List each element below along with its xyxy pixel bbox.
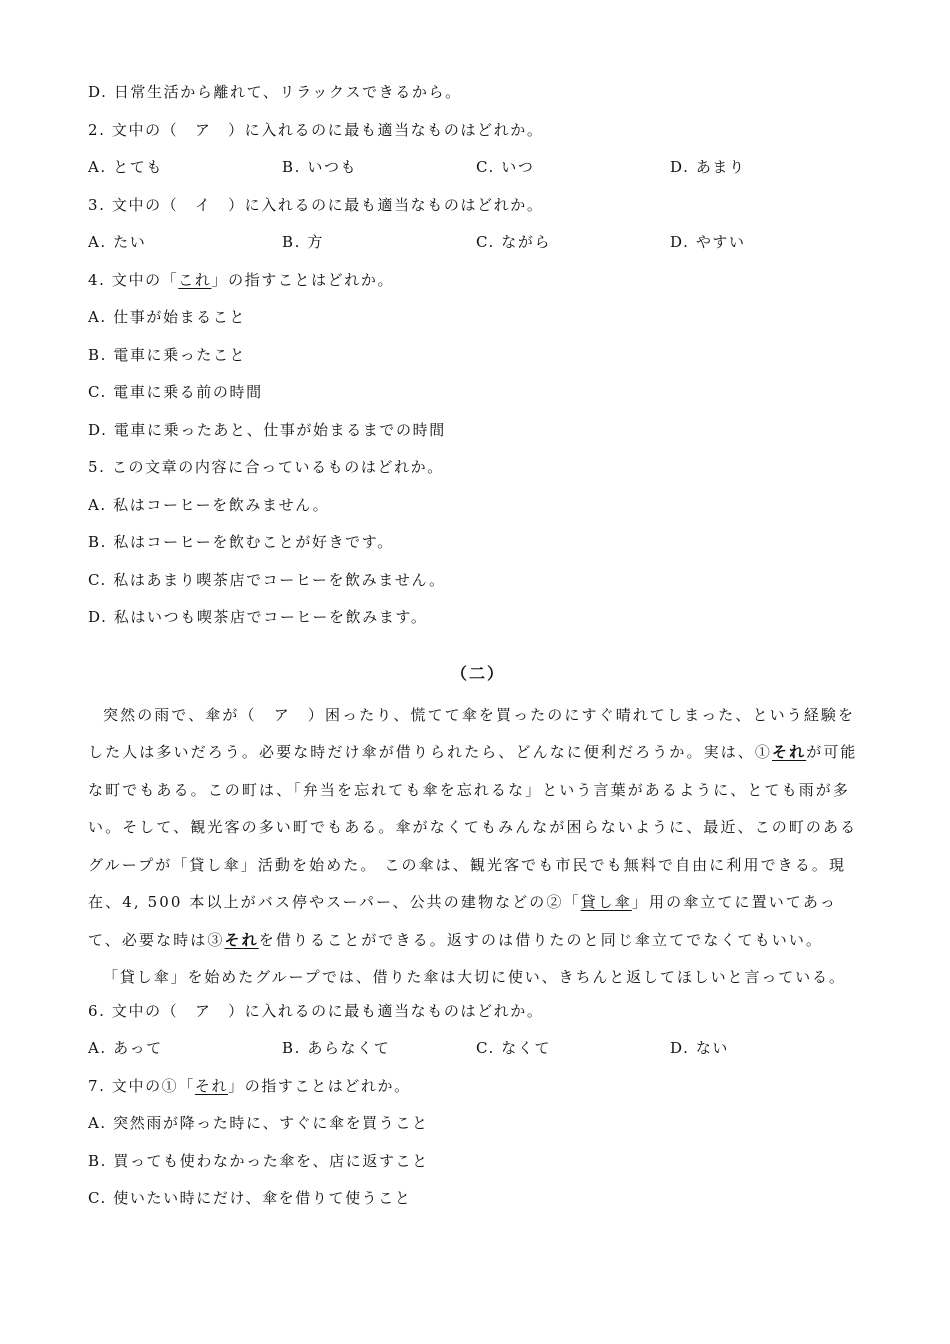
q3-option-d: D. やすい — [670, 233, 746, 251]
q4-stem-suffix: 」の指すことはどれか。 — [211, 270, 395, 289]
q6-option-b: B. あらなくて — [282, 1039, 391, 1057]
q7-stem — [88, 1072, 868, 1110]
q4-option-d: D. 電車に乗ったあと、仕事が始まるまでの時間 — [88, 420, 446, 439]
q2-option-d: D. あまり — [670, 158, 746, 176]
q1-option-d: D. 日常生活から離れて、リラックスできるから。 — [88, 83, 462, 101]
q7-stem-prefix: 7. 文中の①「 — [88, 1076, 195, 1095]
q6-stem: 6. 文中の（ ア ）に入れるのに最も適当なものはどれか。 — [88, 1001, 544, 1020]
q2-option-a: A. とても — [88, 158, 163, 176]
passage-text-2: が可能な町でもある。この町は、「弁当を忘れても傘を忘れるな」という言葉があるように、とても雨が多い。そして、観光客の多い町でもある。傘がなくてもみんなが困らないように、最近、この町のあるグループが「貸し傘」活動を始めた。 この傘は、観光客でも市民でも無料で自由に利用できる。現在、4, 500 本以上がバス停やスーパー、公共の建物などの②「 — [88, 743, 858, 911]
q4-option-a: A. 仕事が始まること — [88, 308, 246, 326]
q4-stem-prefix: 4. 文中の「 — [88, 270, 179, 289]
passage-marker-1: それ — [772, 743, 807, 761]
section-title: （二） — [450, 663, 505, 683]
q2-options — [88, 153, 868, 191]
q4-stem-term: これ — [178, 270, 212, 289]
q3-stem: 3. 文中の（ イ ）に入れるのに最も適当なものはどれか。 — [88, 195, 544, 214]
passage-paragraph-2: 「貸し傘」を始めたグループでは、借りた傘は大切に使い、きちんと返してほしいと言っている。 — [103, 968, 846, 986]
q3-option-b: B. 方 — [282, 233, 324, 251]
q3-option-a: A. たい — [88, 233, 147, 251]
document-page — [88, 78, 868, 1222]
q7-stem-term: それ — [194, 1076, 229, 1095]
q2-option-c: C. いつ — [476, 158, 535, 176]
passage-paragraph-1 — [88, 697, 868, 960]
q2-option-b: B. いつも — [282, 158, 358, 176]
q6-option-a: A. あって — [88, 1039, 163, 1057]
passage-text-4: を借りることができる。返すのは借りたのと同じ傘立てでなくてもいい。 — [258, 930, 824, 949]
passage-marker-2: 貸し傘 — [580, 893, 632, 911]
q5-option-a: A. 私はコーヒーを飲みません。 — [88, 495, 330, 514]
q6-options — [88, 1034, 868, 1072]
passage-text-1: 突然の雨で、傘が（ ア ）困ったり、慌てて傘を買ったのにすぐ晴れてしまった、という経験をした人は多いだろう。必要な時だけ傘が借りられたら、どんなに便利だろうか。実は、① — [88, 705, 856, 761]
q5-option-b: B. 私はコーヒーを飲むことが好きです。 — [88, 533, 394, 551]
passage-text-3: 」用の傘立てに置いてあって、必要な時は③ — [88, 893, 837, 949]
q6-option-d: D. ない — [670, 1039, 730, 1057]
q4-stem — [88, 266, 868, 304]
q4-option-b: B. 電車に乗ったこと — [88, 345, 247, 364]
q7-option-c: C. 使いたい時にだけ、傘を借りて使うこと — [88, 1189, 412, 1207]
passage-marker-3: それ — [224, 930, 259, 949]
q7-option-a: A. 突然雨が降った時に、すぐに傘を買うこと — [88, 1114, 429, 1132]
q7-stem-suffix: 」の指すことはどれか。 — [228, 1076, 411, 1095]
q7-option-b: B. 買っても使わなかった傘を、店に返すこと — [88, 1151, 429, 1170]
q6-option-c: C. なくて — [476, 1039, 552, 1057]
q5-option-d: D. 私はいつも喫茶店でコーヒーを飲みます。 — [88, 608, 428, 626]
q3-option-c: C. ながら — [476, 233, 552, 251]
q3-options — [88, 228, 868, 266]
q5-option-c: C. 私はあまり喫茶店でコーヒーを飲みません。 — [88, 570, 446, 589]
q4-option-c: C. 電車に乗る前の時間 — [88, 383, 263, 401]
q2-stem: 2. 文中の（ ア ）に入れるのに最も適当なものはどれか。 — [88, 120, 544, 139]
q5-stem: 5. この文章の内容に合っているものはどれか。 — [88, 458, 444, 476]
